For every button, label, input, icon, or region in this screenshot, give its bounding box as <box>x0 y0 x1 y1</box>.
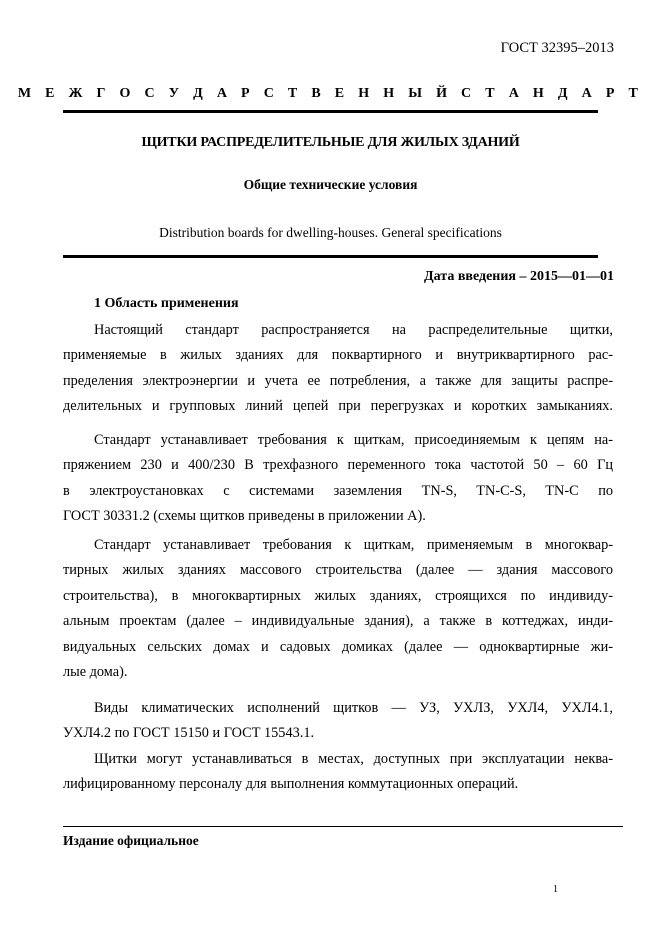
paragraph-line: делительных и групповых линий цепей при перегрузках и коротких замыканиях. <box>63 398 613 415</box>
paragraph <box>63 428 613 530</box>
introduction-date: Дата введения – 2015—01—01 <box>424 269 614 284</box>
section-heading: 1 Область применения <box>94 296 239 311</box>
paragraph-line: пряжением 230 и 400/230 В трехфазного переменного тока частотой 50 – 60 Гц <box>63 457 613 474</box>
paragraph-line: Виды климатических исполнений щитков — УЗ, УХЛЗ, УХЛ4, УХЛ4.1, <box>94 700 613 716</box>
paragraph-line: альным проектам (далее – индивидуальные здания), а также в коттеджах, инди- <box>63 613 613 630</box>
title-rule <box>63 255 598 258</box>
paragraph-line: Щитки могут устанавливаться в местах, доступных при эксплуатации неква- <box>94 751 613 767</box>
paragraph-line: Настоящий стандарт распространяется на распределительные щитки, <box>94 322 613 338</box>
top-rule <box>63 110 598 113</box>
paragraph-line: лые дома). <box>63 664 128 681</box>
paragraph-line: пределения электроэнергии и учета ее потребления, а также для защиты распре- <box>63 372 613 389</box>
paragraph <box>63 747 613 798</box>
paragraph-line: УХЛ4.2 по ГОСТ 15150 и ГОСТ 15543.1. <box>63 725 315 742</box>
paragraph <box>63 533 613 685</box>
gost-code: ГОСТ 32395–2013 <box>500 40 614 56</box>
paragraph <box>63 696 613 747</box>
paragraph-line: лифицированному персоналу для выполнения коммутационных операций. <box>63 776 519 793</box>
paragraph-line: Стандарт устанавливает требования к щиткам, присоединяемым к цепям на- <box>94 432 613 448</box>
document-subtitle: Общие технические условия <box>243 177 418 192</box>
footer-rule <box>63 826 623 827</box>
paragraph-line: строительства), в многоквартирных жилых зданиях, строящихся по индивиду- <box>63 587 613 604</box>
official-edition-label: Издание официальное <box>63 833 199 848</box>
paragraph <box>63 318 613 420</box>
english-title: Distribution boards for dwelling-houses. General specifications <box>159 225 502 240</box>
paragraph-line: Стандарт устанавливает требования к щиткам, применяемым в многоквар- <box>94 537 613 553</box>
page-number: 1 <box>553 884 558 895</box>
paragraph-line: ГОСТ 30331.2 (схемы щитков приведены в приложении А). <box>63 508 426 525</box>
document-title: ЩИТКИ РАСПРЕДЕЛИТЕЛЬНЫЕ ДЛЯ ЖИЛЫХ ЗДАНИЙ <box>141 135 520 150</box>
paragraph-line: видуальных сельских домах и садовых домиках (далее — одноквартирные жи- <box>63 638 613 655</box>
interstate-standard-label: М Е Ж Г О С У Д А Р С Т В Е Н Н Ы Й С Т А Н Д А Р Т <box>17 86 644 101</box>
paragraph-line: тирных жилых зданиях массового строительства (далее — здания массового <box>63 562 613 579</box>
paragraph-line: в электроустановках с системами заземления TN-S, TN-C-S, TN-C по <box>63 482 613 499</box>
paragraph-line: применяемые в жилых зданиях для поквартирного и внутриквартирного рас- <box>63 347 613 364</box>
